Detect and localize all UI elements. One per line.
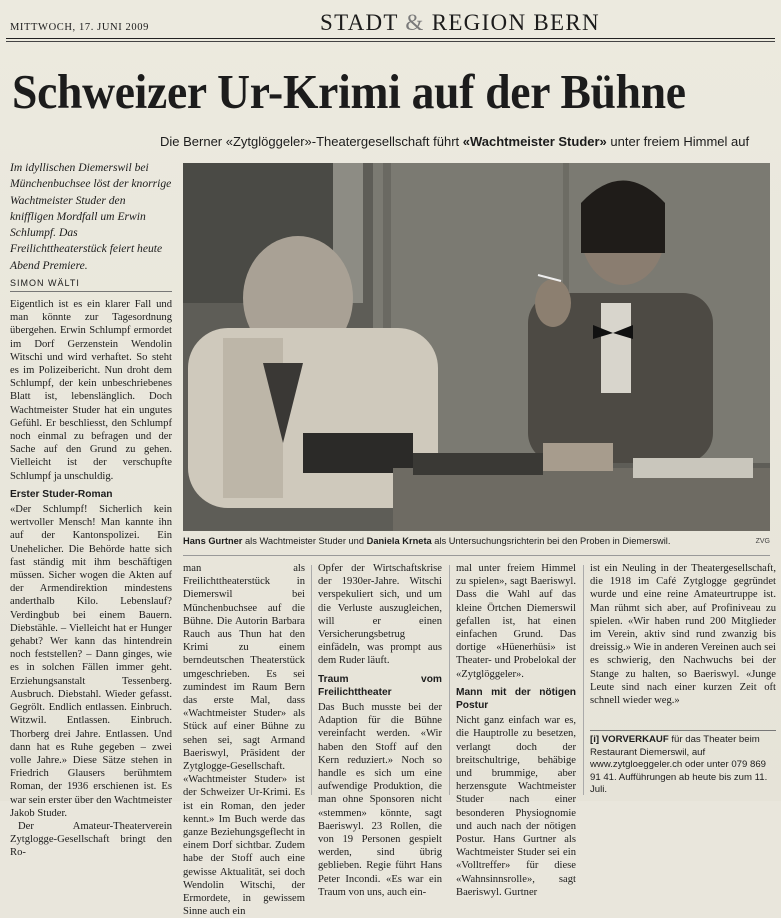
- subheading: Mann mit der nötigen Postur: [456, 686, 576, 712]
- body-column-2: [183, 562, 305, 918]
- column-rule: [583, 565, 584, 795]
- photo-caption: [183, 536, 770, 546]
- headline: Schweizer Ur-Krimi auf der Bühne: [12, 64, 686, 119]
- deck-text-end: unter freiem Himmel auf: [606, 134, 750, 149]
- paragraph: Nicht ganz einfach war es, die Hauptrolle zu besetzen, verlangt doch der breitschultrige, behäbige und brummige, aber herzensgute Wachtmeister Studer nach einer besonderen Physiognomie und auch nach der nötigen Postur. Hans Gurtner als Wachtmeister Studer sei ein «Volltreffer» für diese «Wahnsinnsrolle», sagt Baeriswyl. Gurtner: [456, 715, 576, 898]
- paragraph: Der Amateur-Theaterverein Zytglogge-Gesellschaft bringt den Ro-: [10, 820, 172, 859]
- paragraph: mal unter freiem Himmel zu spielen», sagt Baeriswyl. Dass die Wahl auf das kleine Örtchen Diemerswil gefallen ist, hat einen einfachen Grund. Das dortige «Hüenerhüsi» ist Theater- und Probelokal der «Zytglöggeler».: [456, 563, 576, 680]
- caption-text-mid: als Wachtmeister Studer und: [242, 536, 367, 546]
- section-title-right: REGION BERN: [431, 10, 600, 35]
- info-label: [i] VORVERKAUF: [590, 734, 669, 745]
- paragraph: man als Freilichttheaterstück in Diemerswil bei Münchenbuchsee auf die Bühne. Die Autorin Barbara Rauch aus Thun hat den Krimi zu einem berndeutschen Theaterstück umgeschrieben. Es sei zumindest im Raum Bern das erste Mal, dass «Wachtmeister Studer» als Stück auf einer Bühne zu sehen sei, sagt Armand Baeriswyl, Präsident der Zytglogge-Gesellschaft. «Wachtmeister Studer» ist der Schweizer Ur-Krimi. Es ist ein Roman, den jeder kennt.» Im Buch werde das ganze Beziehungsgeflecht in einem Dorf sichtbar. Zudem habe der Stoff auch eine gewisse Aktualität, sei doch Wendolin Witschi, der Ermordete, in gewissem Sinne auch ein: [183, 563, 305, 918]
- column-rule: [449, 565, 450, 795]
- dateline: MITTWOCH, 17. JUNI 2009: [10, 22, 149, 33]
- caption-rule: [183, 555, 770, 556]
- paragraph: ist ein Neuling in der Theatergesellschaft, die 1918 im Café Zytglogge gegründet wurde und eine reine Amateurtruppe ist. Man rühmt sich aber, auf Profiniveau zu spielen. «Wir haben rund 200 Mitglieder im Verein, aktiv sind rund zwanzig bis dreissig.» Wie in anderen Vereinen auch sei es schwierig, den Nachwuchs bei der Stange zu halten, so Baeriswyl. «Junge Leute sind nach einer kurzen Zeit oft schnell wieder weg.»: [590, 563, 776, 707]
- photo-credit: ZVG: [755, 538, 770, 545]
- subheadline: [160, 134, 749, 149]
- section-title: [320, 10, 600, 36]
- deck-play-title: «Wachtmeister Studer»: [462, 134, 607, 149]
- paragraph: Eigentlich ist es ein klarer Fall und man könnte zur Tagesordnung übergehen. Erwin Schlumpf ermordet im Dorf Gerzenstein Wendolin Witschi und wird verhaftet. So steht es im Polizeibericht. Nun droht dem Schlumpf, der kein unbeschriebenes Blatt ist, lebenslänglich. Doch Wachtmeister Studer hat ein ungutes Gefühl. Er beschliesst, den Schlumpf noch einmal zu befragen und der Sache auf den Grund zu gehen. Vielleicht ist der verschupfte Schlumpf ja unschuldig.: [10, 299, 172, 482]
- body-column-4: [456, 562, 576, 899]
- byline: SIMON WÄLTI: [10, 278, 172, 292]
- section-ampersand: &: [405, 10, 425, 35]
- caption-text-end: als Untersuchungsrichterin bei den Proben in Diemerswil.: [431, 536, 671, 546]
- paragraph: Das Buch musste bei der Adaption für die Bühne vereinfacht werden. «Wir haben den Stoff auf den Kern reduziert.» Noch so handle es sich um eine aufwendige Produktion, die man ohne Sponsoren nicht «stemmen» könnte, sagt Baeriswyl. 23 Rollen, die von 19 Personen gespielt werden, sind übrig geblieben. Regie führt Hans Peter Incondi. «Es war ein Traum von uns, auch ein-: [318, 702, 442, 898]
- body-column-5: [590, 562, 776, 707]
- subheading: Erster Studer-Roman: [10, 488, 113, 500]
- header-rule: [6, 38, 775, 39]
- paragraph: «Der Schlumpf! Sicherlich kein wertvoller Mensch! Man kannte ihn auf der Kantonspolizei. Ein Unehelicher. Die Behörde hatte sich fast ständig mit ihm beschäftigen müssen. Sicher wogen die Akten auf der Armendirektion mindestens anderthalb Kilo. Lebenslauf? Verdingbub bei einem Bauern. Diebstähle. – Vielleicht hat er Hunger gehabt? Wer kann das hintendrein noch feststellen? – Dann ginges, wie es in solchen Fällen immer geht. Erziehungsanstalt Tessenberg. Ausbruch. Diebstahl. Wieder gefasst. Gegrölt. Endlich entlassen. Einbruch. Witzwil. Entlassen. Einbruch. Thorberg drei Jahre. Entlassen. Und dann hat es Ruhe gegeben – zwei volle Jahre.» Diese Sätze stehen in Friedrich Glausers berühmtem Roman, der 1936 erschienen ist. Es war sein erster über den Wachtmeister Jakob Studer.: [10, 504, 172, 819]
- body-column-1: [10, 298, 172, 860]
- lead-paragraph: Im idyllischen Diemerswil bei Münchenbuchsee löst der knorrige Wachtmeister Studer den kniffligen Mordfall um Erwin Schlumpf. Das Freilichttheaterstück feiert heute Abend Premiere.: [10, 161, 172, 272]
- subheading: Traum vom Freilichttheater: [318, 673, 442, 698]
- header-rule-thin: [6, 41, 775, 42]
- caption-text: [183, 536, 670, 546]
- article-photo: [183, 163, 770, 531]
- body-column-3: [318, 562, 442, 899]
- photo-illustration: [183, 163, 770, 531]
- deck-text-start: Die Berner «Zytglöggeler»-Theatergesellschaft führt: [160, 134, 463, 149]
- ticket-info-box: [590, 730, 776, 797]
- column-rule: [311, 565, 312, 795]
- caption-name-1: Hans Gurtner: [183, 536, 243, 546]
- section-title-left: STADT: [320, 10, 399, 35]
- caption-name-2: Daniela Krneta: [366, 536, 432, 546]
- paragraph: Opfer der Wirtschaftskrise der 1930er-Jahre. Witschi verspekuliert sich, und um die Verluste auszugleichen, will er einen Versicherungsbetrug einfädeln, was prompt aus dem Ruder läuft.: [318, 563, 442, 667]
- info-text: für das Theater beim Restaurant Diemerswil, auf www.zytgloeggeler.ch oder unter 079 869 91 41. Aufführungen ab heute bis zum 11. Juli.: [590, 734, 768, 796]
